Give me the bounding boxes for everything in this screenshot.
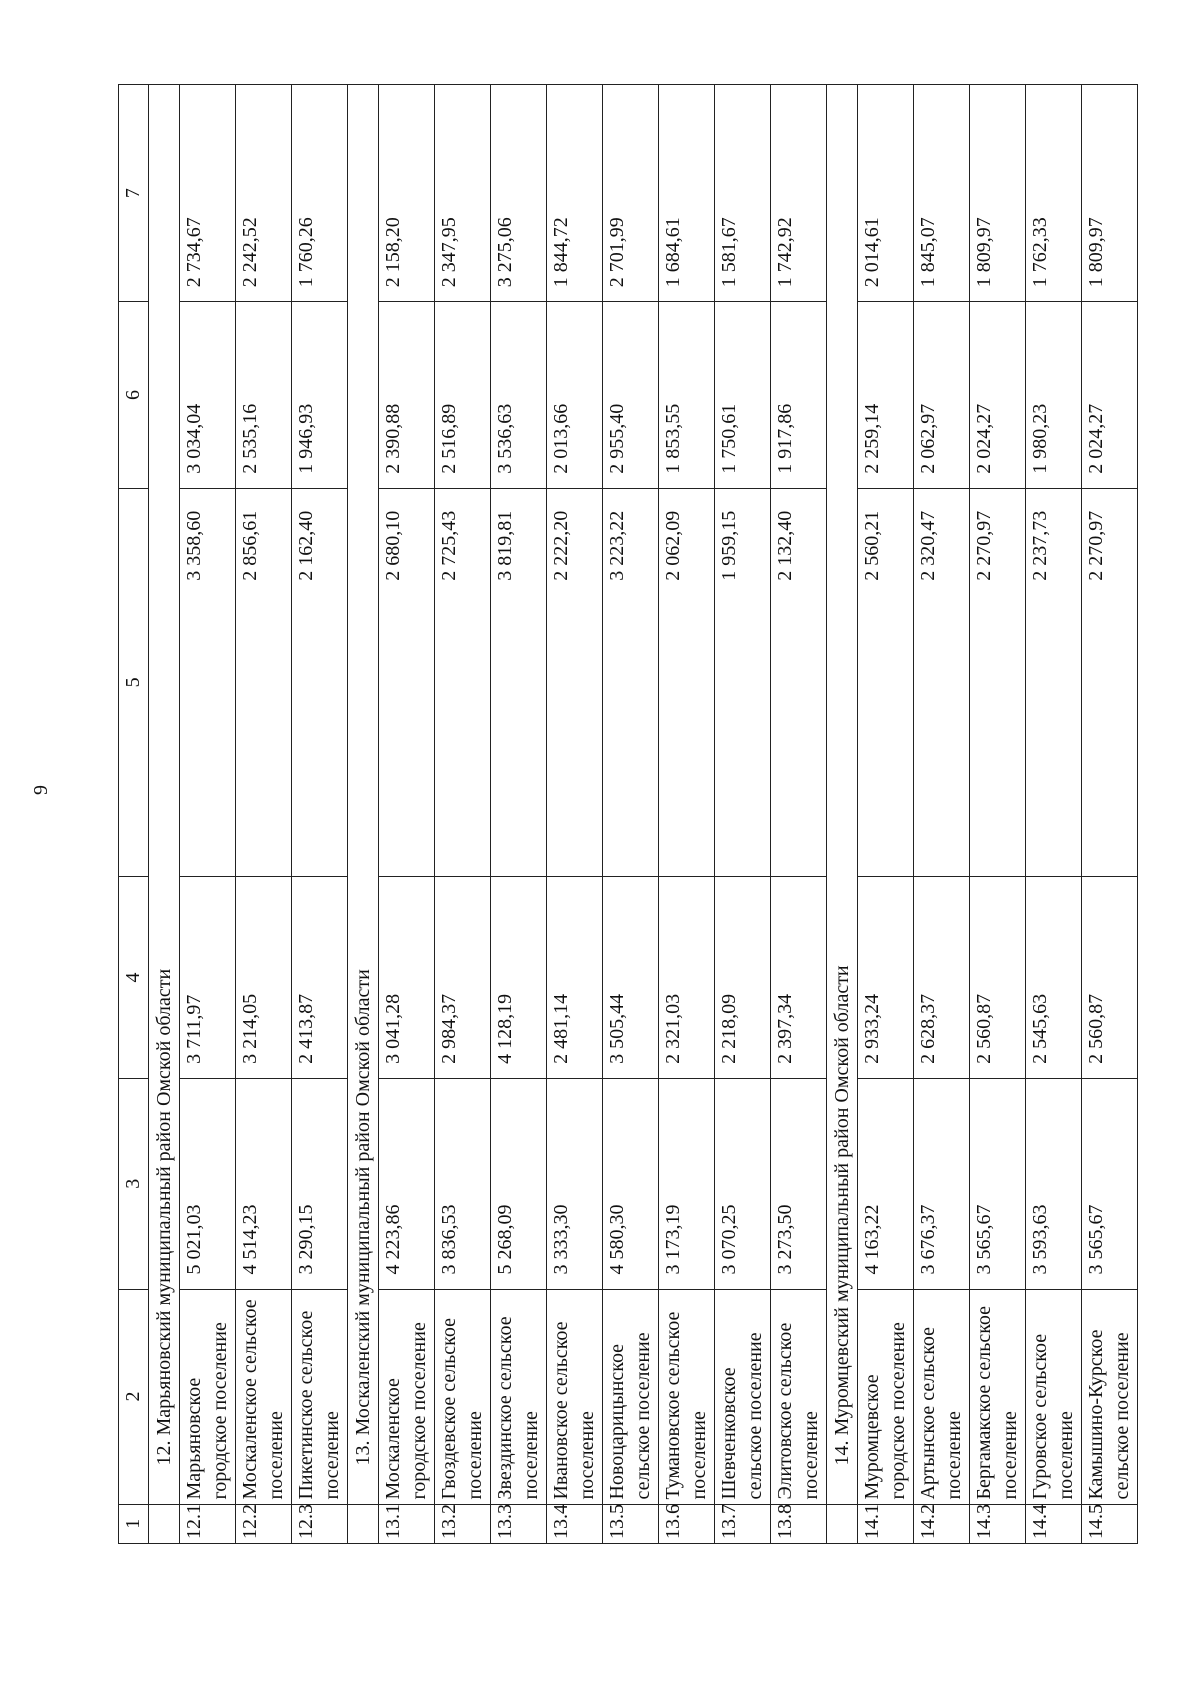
value-col7-cell: 1 581,67 <box>715 85 771 302</box>
value-col6-cell: 2 955,40 <box>603 302 659 488</box>
header-cell-2: 2 <box>119 1289 149 1504</box>
value-col6-cell: 3 034,04 <box>180 302 236 488</box>
section-title-cell <box>348 85 379 1505</box>
value-col5-cell: 2 856,61 <box>236 488 292 876</box>
value-col4-cell: 2 397,34 <box>771 877 827 1079</box>
value-col7-cell: 1 760,26 <box>292 85 348 302</box>
header-cell-5: 5 <box>119 488 149 876</box>
value-col3-cell: 5 268,09 <box>491 1078 547 1289</box>
page-number: 9 <box>30 785 52 795</box>
value-col6-cell: 1 750,61 <box>715 302 771 488</box>
value-col7-cell: 1 684,61 <box>659 85 715 302</box>
value-col3-cell: 3 070,25 <box>715 1078 771 1289</box>
value-col5-cell: 2 680,10 <box>379 488 435 876</box>
settlement-name-cell: Артынское сельское поселение <box>914 1289 970 1504</box>
value-col5-cell: 2 062,09 <box>659 488 715 876</box>
value-col3-cell: 3 333,30 <box>547 1078 603 1289</box>
value-col4-cell: 2 628,37 <box>914 877 970 1079</box>
value-col7-cell: 1 762,33 <box>1026 85 1082 302</box>
settlement-name-cell: Марьяновское городское поселение <box>180 1289 236 1504</box>
value-col5-cell: 1 959,15 <box>715 488 771 876</box>
value-col3-cell: 4 223,86 <box>379 1078 435 1289</box>
table-row <box>379 85 435 1544</box>
table-row <box>659 85 715 1544</box>
settlement-name-cell: Шевченковское сельское поселение <box>715 1289 771 1504</box>
value-col7-cell: 1 845,07 <box>914 85 970 302</box>
value-col7-cell: 2 734,67 <box>180 85 236 302</box>
value-col7-cell: 1 809,97 <box>1082 85 1138 302</box>
settlement-name-cell: Звездинское сельское поселение <box>491 1289 547 1504</box>
value-col4-cell: 2 984,37 <box>435 877 491 1079</box>
value-col5-cell: 3 819,81 <box>491 488 547 876</box>
value-col6-cell: 1 917,86 <box>771 302 827 488</box>
section-row <box>149 85 180 1544</box>
row-code-cell: 12.2 <box>236 1504 292 1543</box>
row-code-cell: 13.4 <box>547 1504 603 1543</box>
value-col3-cell: 3 836,53 <box>435 1078 491 1289</box>
value-col4-cell: 2 560,87 <box>970 877 1026 1079</box>
settlement-name-cell: Москаленское сельское поселение <box>236 1289 292 1504</box>
table-row <box>180 85 236 1544</box>
row-code-cell: 13.8 <box>771 1504 827 1543</box>
section-title-cell <box>149 85 180 1505</box>
row-code-cell: 13.3 <box>491 1504 547 1543</box>
section-spacer-cell <box>149 1504 180 1543</box>
settlement-name-cell: Элитовское сельское поселение <box>771 1289 827 1504</box>
value-col4-cell: 3 041,28 <box>379 877 435 1079</box>
value-col4-cell: 2 218,09 <box>715 877 771 1079</box>
value-col4-cell: 2 413,87 <box>292 877 348 1079</box>
value-col5-cell: 3 358,60 <box>180 488 236 876</box>
value-col4-cell: 2 560,87 <box>1082 877 1138 1079</box>
row-code-cell: 14.5 <box>1082 1504 1138 1543</box>
value-col3-cell: 5 021,03 <box>180 1078 236 1289</box>
settlement-name-cell: Муромцевское городское поселение <box>858 1289 914 1504</box>
settlement-name-cell: Москаленское городское поселение <box>379 1289 435 1504</box>
value-col4-cell: 4 128,19 <box>491 877 547 1079</box>
row-code-cell: 12.1 <box>180 1504 236 1543</box>
table-body <box>119 85 1138 1544</box>
table-row <box>1082 85 1138 1544</box>
value-col6-cell: 1 946,93 <box>292 302 348 488</box>
row-code-cell: 12.3 <box>292 1504 348 1543</box>
table-row <box>236 85 292 1544</box>
value-col7-cell: 1 844,72 <box>547 85 603 302</box>
settlement-name-cell: Тумановское сельское поселение <box>659 1289 715 1504</box>
value-col4-cell: 3 711,97 <box>180 877 236 1079</box>
table-header-row <box>119 85 149 1544</box>
value-col7-cell: 3 275,06 <box>491 85 547 302</box>
value-col5-cell: 2 270,97 <box>970 488 1026 876</box>
row-code-cell: 13.5 <box>603 1504 659 1543</box>
value-col7-cell: 2 242,52 <box>236 85 292 302</box>
value-col6-cell: 2 516,89 <box>435 302 491 488</box>
value-col5-cell: 2 320,47 <box>914 488 970 876</box>
table-row <box>603 85 659 1544</box>
settlement-name-cell: Пикетинское сельское поселение <box>292 1289 348 1504</box>
settlement-name-cell: Ивановское сельское поселение <box>547 1289 603 1504</box>
value-col6-cell: 1 853,55 <box>659 302 715 488</box>
table-row <box>858 85 914 1544</box>
value-col6-cell: 2 390,88 <box>379 302 435 488</box>
value-col6-cell: 2 024,27 <box>1082 302 1138 488</box>
value-col3-cell: 4 163,22 <box>858 1078 914 1289</box>
settlement-name-cell: Новоцарицынское сельское поселение <box>603 1289 659 1504</box>
settlement-name-cell: Камышино-Курское сельское поселение <box>1082 1289 1138 1504</box>
header-cell-4: 4 <box>119 877 149 1079</box>
value-col3-cell: 3 173,19 <box>659 1078 715 1289</box>
section-title: 13. Москаленский муниципальный район Омской области <box>352 969 374 1466</box>
value-col5-cell: 2 162,40 <box>292 488 348 876</box>
value-col4-cell: 2 321,03 <box>659 877 715 1079</box>
settlement-name-cell: Бергамакское сельское поселение <box>970 1289 1026 1504</box>
value-col6-cell: 2 062,97 <box>914 302 970 488</box>
table-row <box>914 85 970 1544</box>
table-row <box>547 85 603 1544</box>
section-spacer-cell <box>827 1504 858 1543</box>
section-title: 12. Марьяновский муниципальный район Омской области <box>153 968 175 1466</box>
section-title-cell <box>827 85 858 1505</box>
value-col7-cell: 1 809,97 <box>970 85 1026 302</box>
table-row <box>715 85 771 1544</box>
table-row <box>292 85 348 1544</box>
value-col6-cell: 2 013,66 <box>547 302 603 488</box>
value-col5-cell: 2 270,97 <box>1082 488 1138 876</box>
value-col4-cell: 2 545,63 <box>1026 877 1082 1079</box>
value-col7-cell: 2 347,95 <box>435 85 491 302</box>
row-code-cell: 14.1 <box>858 1504 914 1543</box>
row-code-cell: 14.2 <box>914 1504 970 1543</box>
value-col6-cell: 2 259,14 <box>858 302 914 488</box>
table-row <box>491 85 547 1544</box>
row-code-cell: 13.7 <box>715 1504 771 1543</box>
value-col6-cell: 2 024,27 <box>970 302 1026 488</box>
table-row <box>970 85 1026 1544</box>
value-col5-cell: 2 725,43 <box>435 488 491 876</box>
value-col3-cell: 3 676,37 <box>914 1078 970 1289</box>
row-code-cell: 13.1 <box>379 1504 435 1543</box>
value-col3-cell: 4 514,23 <box>236 1078 292 1289</box>
value-col4-cell: 2 481,14 <box>547 877 603 1079</box>
header-cell-3: 3 <box>119 1078 149 1289</box>
value-col6-cell: 3 536,63 <box>491 302 547 488</box>
value-col5-cell: 2 237,73 <box>1026 488 1082 876</box>
value-col7-cell: 1 742,92 <box>771 85 827 302</box>
value-col7-cell: 2 158,20 <box>379 85 435 302</box>
value-col6-cell: 1 980,23 <box>1026 302 1082 488</box>
settlement-name-cell: Гвоздевское сельское поселение <box>435 1289 491 1504</box>
value-col3-cell: 3 565,67 <box>970 1078 1026 1289</box>
section-row <box>348 85 379 1544</box>
section-spacer-cell <box>348 1504 379 1543</box>
value-col3-cell: 4 580,30 <box>603 1078 659 1289</box>
value-col3-cell: 3 593,63 <box>1026 1078 1082 1289</box>
section-title: 14. Муромцевский муниципальный район Омской области <box>831 965 853 1466</box>
value-col4-cell: 3 505,44 <box>603 877 659 1079</box>
row-code-cell: 13.2 <box>435 1504 491 1543</box>
value-col3-cell: 3 290,15 <box>292 1078 348 1289</box>
table-row <box>435 85 491 1544</box>
table-row <box>1026 85 1082 1544</box>
value-col3-cell: 3 565,67 <box>1082 1078 1138 1289</box>
value-col5-cell: 2 560,21 <box>858 488 914 876</box>
row-code-cell: 14.3 <box>970 1504 1026 1543</box>
table-row <box>771 85 827 1544</box>
header-cell-6: 6 <box>119 302 149 488</box>
value-col5-cell: 2 222,20 <box>547 488 603 876</box>
value-col7-cell: 2 701,99 <box>603 85 659 302</box>
settlement-name-cell: Гуровское сельское поселение <box>1026 1289 1082 1504</box>
header-cell-1: 1 <box>119 1504 149 1543</box>
tariff-table <box>118 84 1138 1544</box>
row-code-cell: 13.6 <box>659 1504 715 1543</box>
value-col7-cell: 2 014,61 <box>858 85 914 302</box>
value-col5-cell: 3 223,22 <box>603 488 659 876</box>
value-col4-cell: 3 214,05 <box>236 877 292 1079</box>
value-col5-cell: 2 132,40 <box>771 488 827 876</box>
value-col4-cell: 2 933,24 <box>858 877 914 1079</box>
value-col3-cell: 3 273,50 <box>771 1078 827 1289</box>
rotated-table-container <box>118 84 1133 1544</box>
section-row <box>827 85 858 1544</box>
value-col6-cell: 2 535,16 <box>236 302 292 488</box>
header-cell-7: 7 <box>119 85 149 302</box>
row-code-cell: 14.4 <box>1026 1504 1082 1543</box>
